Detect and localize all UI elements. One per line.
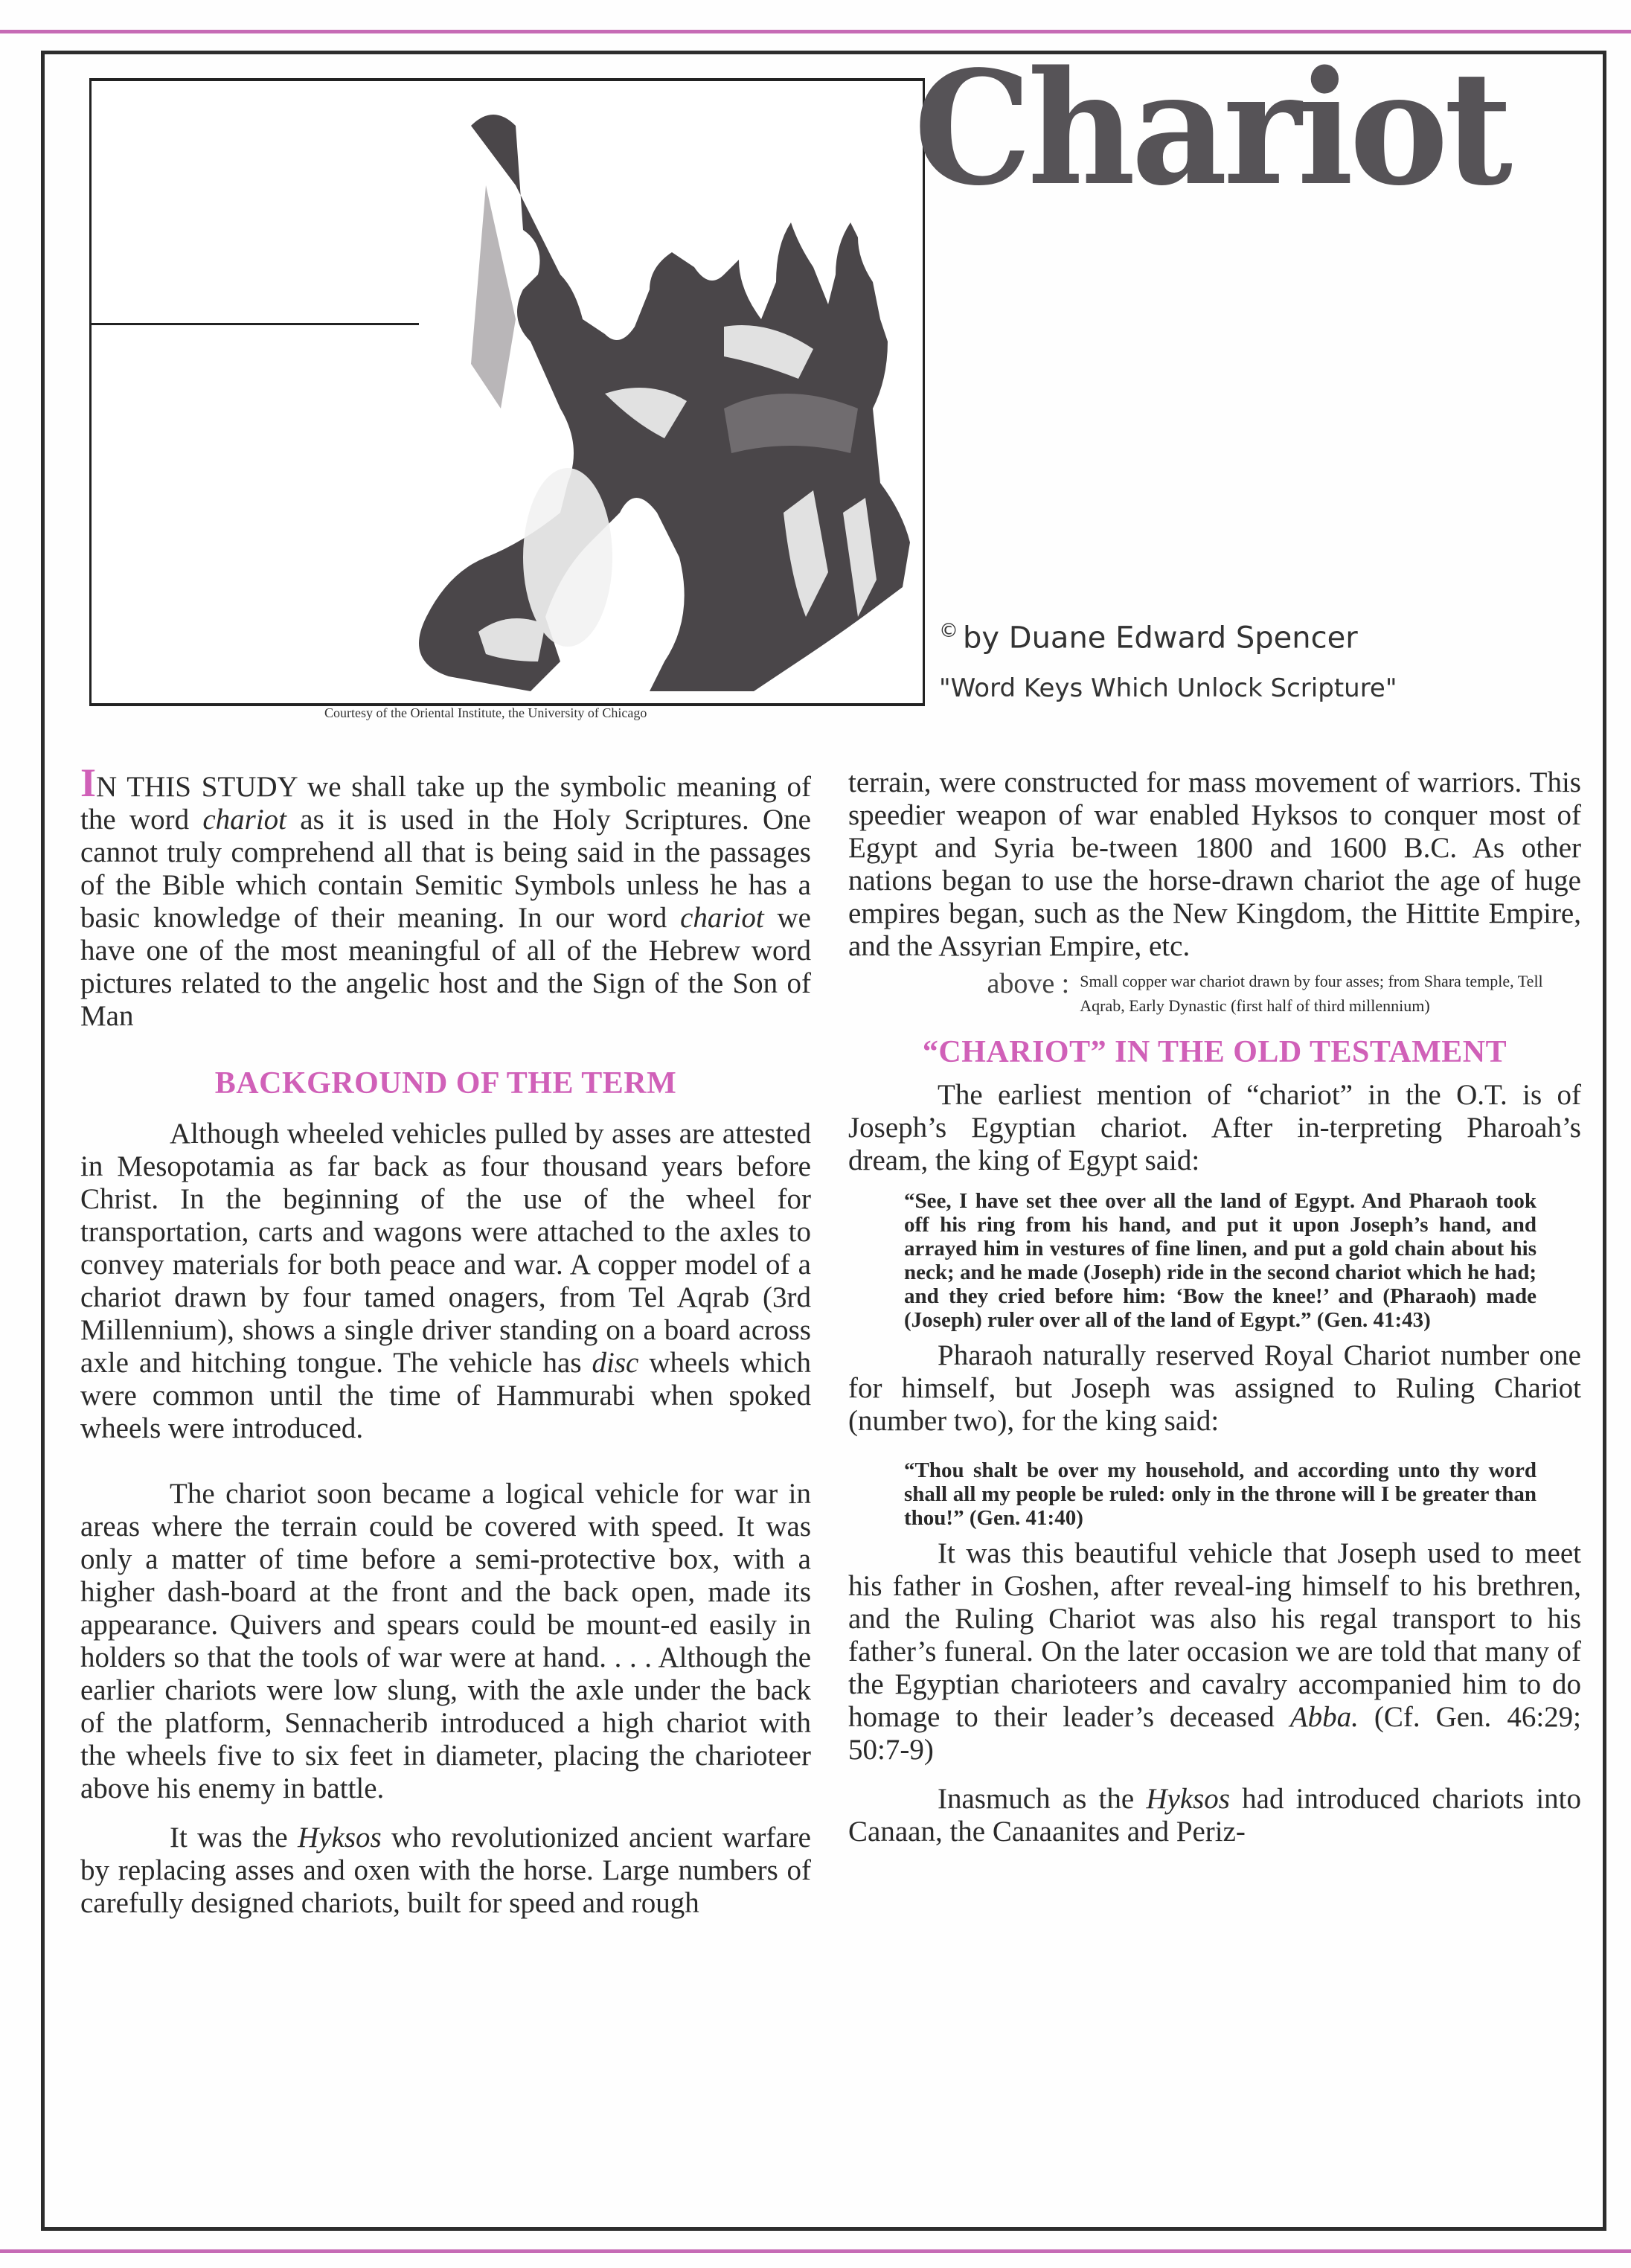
background-paragraph-3: It was the Hyksos who revolutionized ancient warfare by replacing asses and oxen with the horse. Large numbers of carefully designed chariots, built for speed and rough (80, 1822, 811, 1919)
background-paragraph-2: The chariot soon became a logical vehicle for war in areas where the terrain could be covered with speed. It was only a matter of time before a semi-protective box, with a higher dash-board at the front and the back open, made its appearance. Quivers and spears could be mount-ed easily in holders so that the tools of war were at hand. . . . Although the earlier chariots were low slung, with the axle under the back of the platform, Sennacherib introduced a high chariot with the wheels five to six feet in diameter, placing the charioteer above his enemy in battle. (80, 1478, 811, 1804)
photo-caption: Courtesy of the Oriental Institute, the University of Chicago (324, 705, 647, 720)
author-byline (939, 620, 1358, 655)
background-paragraph-1: Although wheeled vehicles pulled by asses are attested in Mesopotamia as far back as four thousand years before Christ. In the beginning of the use of the wheel for transportation, carts and wagons were attached to the axles to convey materials for both peace and war. A copper model of a chariot drawn by four tamed onagers, from Tel Aqrab (3rd Millennium), shows a single driver standing on a board across axle and hitching tongue. The vehicle has disc wheels which were common until the time of Hammurabi when spoked wheels were introduced. (80, 1118, 811, 1444)
top-pink-rule (0, 30, 1631, 33)
bottom-pink-rule (0, 2249, 1631, 2253)
heading-background: BACKGROUND OF THE TERM (214, 1066, 677, 1101)
heading-old-testament: “CHARIOT” IN THE OLD TESTAMENT (922, 1035, 1507, 1069)
drop-cap: I (80, 760, 97, 805)
chariot-model-image (337, 96, 917, 691)
right-column (848, 766, 1581, 1848)
scripture-quote-gen-41-40: “Thou shalt be over my household, and according unto thy word shall all my people be ruled: only in the throne will I be greater than thou!” (Gen. 41:40) (904, 1458, 1537, 1530)
article-title: Chariot (914, 36, 1509, 220)
ot-paragraph-1: The earliest mention of “chariot” in the O.T. is of Joseph’s Egyptian chariot. After in-terpreting Pharoah’s dream, the king of Egypt said: (848, 1079, 1581, 1176)
author-name: by Duane Edward Spencer (963, 621, 1358, 656)
intro-lead: N THIS STUDY (96, 771, 298, 803)
left-column (80, 760, 811, 1920)
photo-note-label: above : (987, 968, 1070, 999)
photo-note (848, 969, 1581, 1018)
series-title: "Word Keys Which Unlock Scripture" (939, 673, 1397, 703)
ot-paragraph-2: Pharaoh naturally reserved Royal Chariot number one for himself, but Joseph was assigned to Ruling Chariot (number two), for the king said: (848, 1339, 1581, 1437)
ot-paragraph-3: It was this beautiful vehicle that Joseph used to meet his father in Goshen, after reveal-ing himself to his brethren, and the Ruling Chariot was also his regal transport to his father’s funeral. On the later occasion we are told that many of the Egyptian charioteers and cavalry accompanied him to do homage to their leader’s deceased Abba. (Cf. Gen. 46:29; 50:7-9) (848, 1537, 1581, 1766)
ot-paragraph-4: Inasmuch as the Hyksos had introduced chariots into Canaan, the Canaanites and Periz- (848, 1783, 1581, 1848)
copyright-symbol: © (939, 620, 958, 642)
photo-note-text: Small copper war chariot drawn by four asses; from Shara temple, Tell Aqrab, Early Dynastic (first half of third millennium) (1080, 972, 1543, 1015)
intro-paragraph: IN THIS STUDY we shall take up the symbolic meaning of the word chariot as it is used in the Holy Scriptures. One cannot truly comprehend all that is being said in the passages of the Bible which contain Semitic Symbols unless he has a basic knowledge of their meaning. In our word chariot we have one of the most meaningful of all of the Hebrew word pictures related to the angelic host and the Sign of the Son of Man (80, 760, 811, 1032)
chariot-photo (89, 78, 925, 706)
continuation-paragraph: terrain, were constructed for mass movement of warriors. This speedier weapon of war enabled Hyksos to conquer most of Egypt and Syria be-tween 1800 and 1600 B.C. As other nations began to use the horse-drawn chariot the age of huge empires began, such as the New Kingdom, the Hittite Empire, and the Assyrian Empire, etc. (848, 766, 1581, 962)
scripture-quote-gen-41-43: “See, I have set thee over all the land of Egypt. And Pharaoh took off his ring from his hand, and put it upon Joseph’s hand, and arrayed him in vestures of fine linen, and put a gold chain about his neck; and he made (Joseph) ride in the second chariot which he had; and they cried before him: ‘Bow the knee!’ and (Pharaoh) made (Joseph) ruler over all of the land of Egypt.” (Gen. 41:43) (904, 1189, 1537, 1332)
